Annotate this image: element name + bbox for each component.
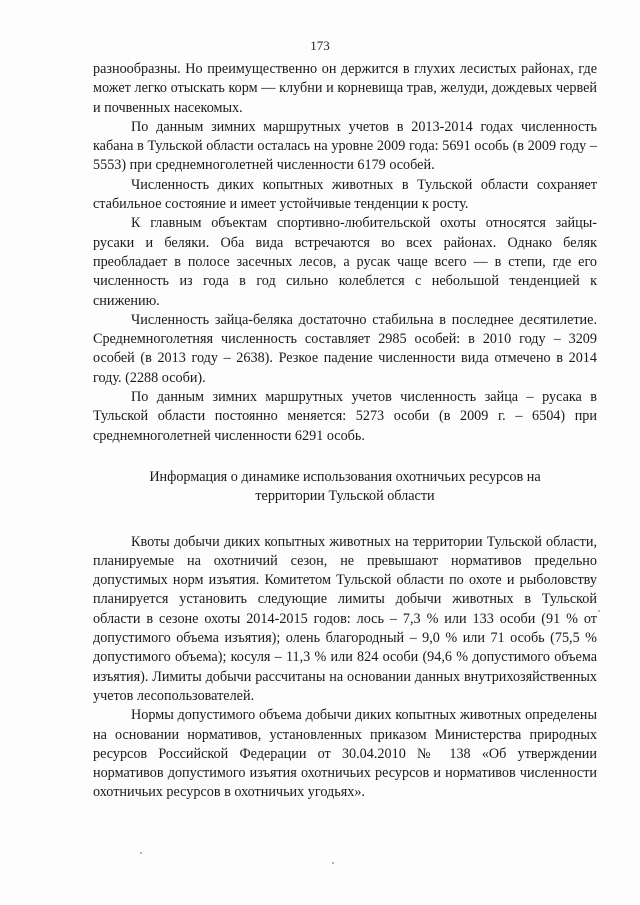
scan-speck (140, 852, 142, 854)
paragraph-quotas: Квоты добычи диких копытных животных на территории Тульской области, планируемые на охотничий сезон, не превышают нормативов предельно допустимых норм изъятия. Комитетом Тульской области по охоте и рыболовству планируется установить следующие лимиты добычи животных в Тульской области в сезоне охоты 2014-2015 годов: лось – 7,3 % или 133 особи (91 % от допустимого объема изъятия); олень благородный – 9,0 % или 71 особь (75,5 % допустимого объема); косуля – 11,3 % или 824 особи (94,6 % допустимого объема изъятия). Лимиты добычи рассчитаны на основании данных внутрихозяйственных учетов лесопользователей. (93, 533, 597, 704)
paragraph-brown-hare: По данным зимних маршрутных учетов численность зайца – русака в Тульской области постоянно меняется: 5273 особи (в 2009 г. – 6504) при среднемноголетней численности 6291 особь. (93, 389, 597, 444)
paragraph-ungulates-stable: Численность диких копытных животных в Тульской области сохраняет стабильное состояние и имеет устойчивые тенденции к росту. (93, 176, 597, 213)
scan-speck (332, 862, 334, 864)
page-body (93, 60, 597, 803)
paragraph-norms: Нормы допустимого объема добычи диких копытных животных определены на основании нормативов, установленных приказом Министерства природных ресурсов Российской Федерации от 30.04.2010 № 138 «Об утверждении нормативов допустимого изъятия охотничьих ресурсов и нормативов численности охотничьих ресурсов в охотничьих угодьях». (93, 707, 597, 801)
section-heading-line-1: Информация о динамике использования охотничьих ресурсов на (149, 468, 541, 485)
paragraph-hares-overview: К главным объектам спортивно-любительской охоты относятся зайцы-русаки и беляки. Оба вида встречаются во всех районах. Однако беляк преобладает в полосе засечных лесов, а русак чаще всего — в степи, где его численность из года в год сильно колеблется с небольшой тенденцией к снижению. (93, 215, 597, 309)
section-heading-line-2: территории Тульской области (255, 488, 435, 505)
paragraph-white-hare: Численность зайца-беляка достаточно стабильна в последнее десятилетие. Среднемноголетняя численность составляет 2985 особей: в 2010 году – 3209 особей (в 2013 году – 2638). Резкое падение численности вида отмечено в 2014 году. (2288 особи). (93, 311, 597, 386)
paragraph-continuation: разнообразны. Но преимущественно он держится в глухих лесистых районах, где может легко отыскать корм — клубни и корневища трав, желуди, дождевых червей и почвенных насекомых. (93, 61, 597, 116)
page-number: 173 (310, 38, 330, 53)
paragraph-boar-count: По данным зимних маршрутных учетов в 2013-2014 годах численность кабана в Тульской области осталась на уровне 2009 года: 5691 особь (в 2009 году – 5553) при среднемноголетней численности 6179 особей. (93, 118, 597, 174)
scan-speck (598, 610, 600, 612)
